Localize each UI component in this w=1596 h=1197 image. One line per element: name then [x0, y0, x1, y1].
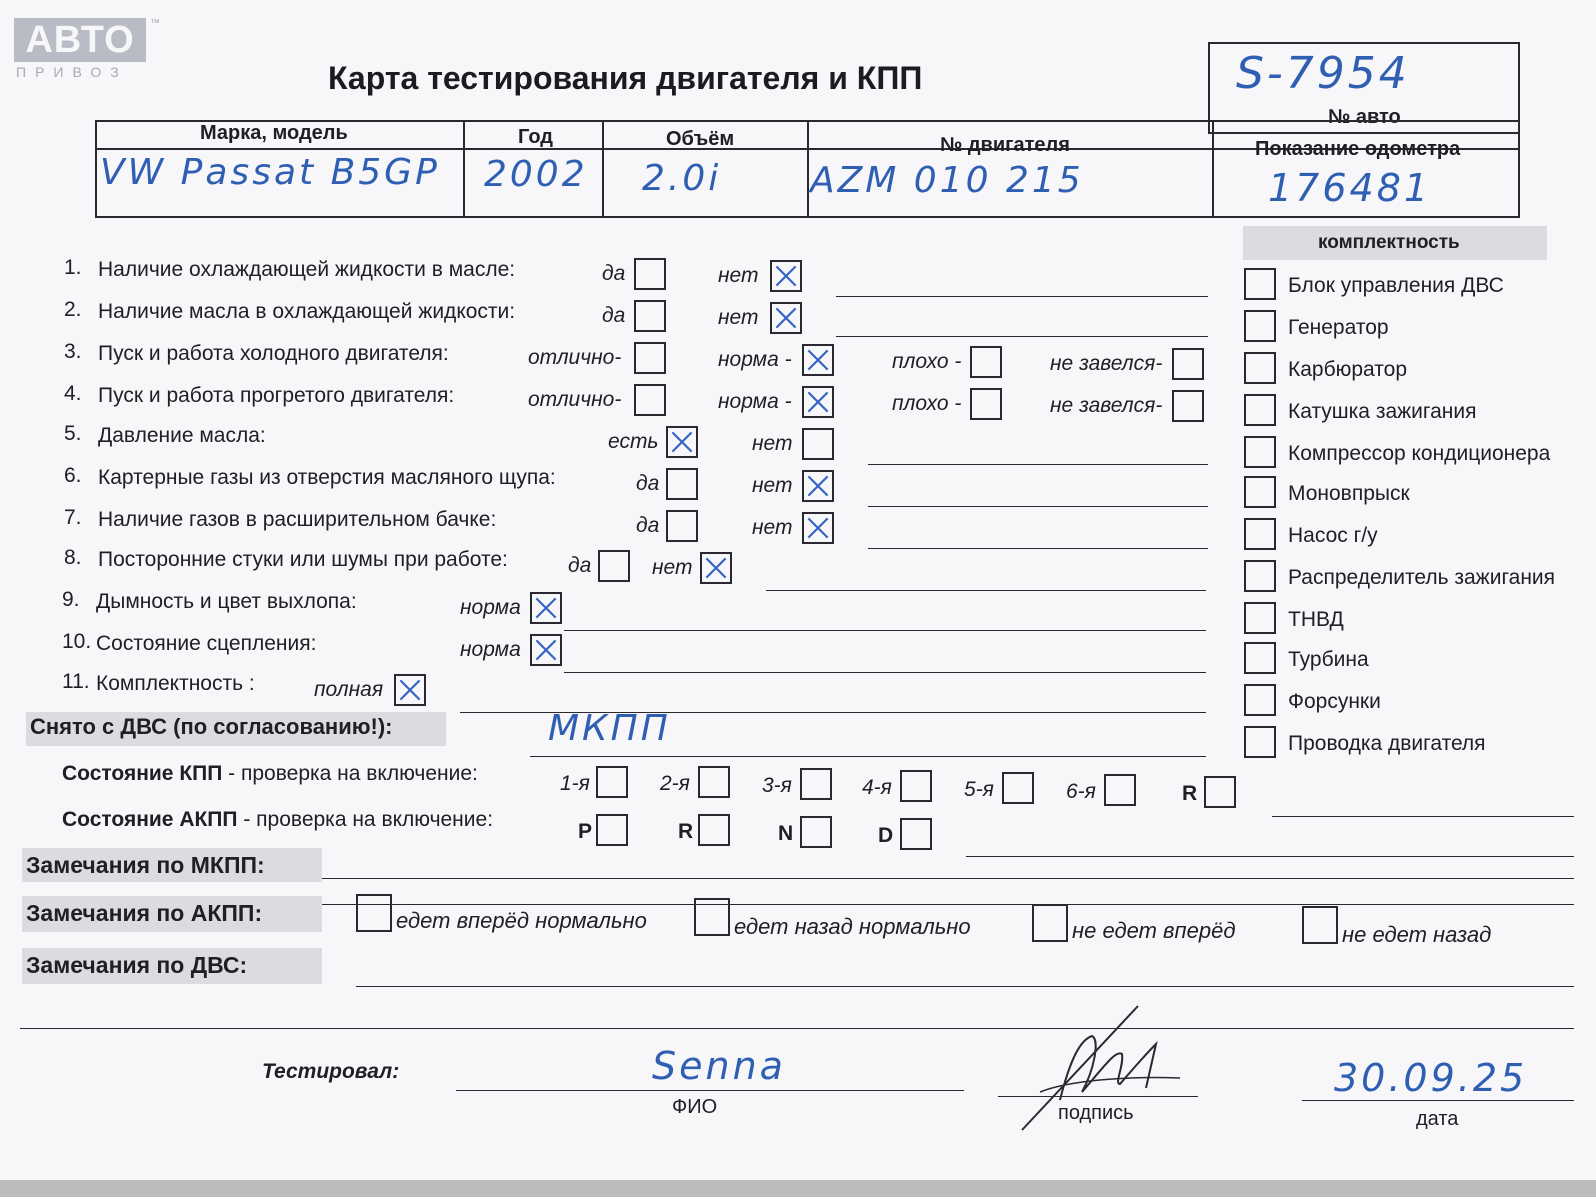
completeness-item-3-label: Карбюратор [1288, 358, 1408, 381]
check-11-num: 11. [62, 670, 90, 693]
akpp-reverse-ok-label: едет назад нормально [734, 914, 971, 939]
mode-d-checkbox[interactable] [900, 818, 932, 850]
completeness-item-9-checkbox[interactable] [1244, 602, 1276, 634]
check-10-normal-checkbox[interactable] [530, 634, 562, 666]
check-4-normal-checkbox[interactable] [802, 386, 834, 418]
check-8-note-line [766, 590, 1206, 591]
mode-p-checkbox[interactable] [596, 814, 628, 846]
removed-value: МКПП [548, 708, 671, 749]
completeness-item-2-label: Генератор [1288, 316, 1389, 339]
date-value: 30.09.25 [1334, 1056, 1528, 1100]
check-10-label: Состояние сцепления: [96, 632, 317, 655]
check-3-opt-failed: не завелся- [1050, 352, 1163, 375]
check-4-label: Пуск и работа прогретого двигателя: [98, 384, 455, 407]
mkpp-check-label [62, 762, 478, 786]
remarks-mkpp-line [322, 878, 1574, 879]
completeness-item-12-checkbox[interactable] [1244, 726, 1276, 758]
check-9-note-line [564, 630, 1206, 631]
fio-label: ФИО [672, 1096, 718, 1118]
completeness-item-3-checkbox[interactable] [1244, 352, 1276, 384]
check-10-note-line [564, 672, 1206, 673]
logo-main: АВТО [14, 18, 146, 62]
logo-tm: ™ [150, 18, 160, 29]
odometer-label: Показание одометра [1255, 138, 1461, 160]
check-8-opt-no: нет [652, 556, 693, 579]
mode-p-label: P [578, 820, 593, 843]
check-7-note-line [868, 548, 1208, 549]
mode-d-label: D [878, 824, 894, 847]
check-2-yes-checkbox[interactable] [634, 300, 666, 332]
check-11-opt-full: полная [314, 678, 384, 701]
check-1-note-line [836, 296, 1208, 297]
check-4-bad-checkbox[interactable] [970, 388, 1002, 420]
akpp-no-forward-label: не едет вперёд [1072, 918, 1236, 943]
akpp-no-reverse-label: не едет назад [1342, 922, 1492, 947]
check-6-opt-yes: да [636, 472, 660, 495]
date-line [1302, 1100, 1574, 1101]
check-5-num: 5. [64, 422, 82, 445]
akpp-check-line [966, 856, 1574, 857]
akpp-forward-ok-checkbox[interactable] [356, 894, 392, 932]
gear-r-label: R [1182, 782, 1198, 805]
volume-value: 2.0i [642, 158, 722, 199]
gear-6-checkbox[interactable] [1104, 774, 1136, 806]
completeness-item-4-label: Катушка зажигания [1288, 400, 1477, 423]
akpp-reverse-ok-checkbox[interactable] [694, 898, 730, 936]
gear-2-checkbox[interactable] [698, 766, 730, 798]
check-4-excellent-checkbox[interactable] [634, 384, 666, 416]
year-label: Год [518, 126, 553, 148]
check-5-label: Давление масла: [98, 424, 266, 447]
check-2-note-line [836, 336, 1208, 337]
volume-label: Объём [666, 128, 735, 150]
check-1-opt-no: нет [718, 264, 759, 287]
check-6-num: 6. [64, 464, 82, 487]
removed-label: Снято с ДВС (по согласованию!): [30, 714, 393, 739]
year-value: 2002 [484, 154, 588, 195]
check-8-num: 8. [64, 546, 82, 569]
engine-value: AZM 010 215 [810, 160, 1084, 201]
completeness-item-5-checkbox[interactable] [1244, 436, 1276, 468]
gear-1-checkbox[interactable] [596, 766, 628, 798]
mkpp-check-label-rest: - проверка на включение: [222, 762, 478, 785]
gear-2-label: 2-я [660, 772, 690, 795]
completeness-item-10-checkbox[interactable] [1244, 642, 1276, 674]
gear-3-checkbox[interactable] [800, 768, 832, 800]
check-6-no-checkbox[interactable] [802, 470, 834, 502]
check-3-bad-checkbox[interactable] [970, 346, 1002, 378]
check-6-label: Картерные газы из отверстия масляного щупа: [98, 466, 556, 489]
mode-r-label: R [678, 820, 694, 843]
check-7-opt-yes: да [636, 514, 660, 537]
check-5-note-line [868, 464, 1208, 465]
akpp-no-reverse-checkbox[interactable] [1302, 906, 1338, 944]
completeness-item-11-checkbox[interactable] [1244, 684, 1276, 716]
akpp-check-label [62, 808, 493, 832]
check-4-opt-bad: плохо - [892, 392, 962, 415]
completeness-item-8-checkbox[interactable] [1244, 560, 1276, 592]
completeness-item-10-label: Турбина [1288, 648, 1369, 671]
remarks-mkpp-label: Замечания по МКПП: [26, 852, 265, 878]
check-4-opt-failed: не завелся- [1050, 394, 1163, 417]
check-7-opt-no: нет [752, 516, 793, 539]
check-3-label: Пуск и работа холодного двигателя: [98, 342, 449, 365]
gear-3-label: 3-я [762, 774, 792, 797]
vehicle-number-label: № авто [1328, 106, 1401, 128]
mode-n-label: N [778, 822, 794, 845]
gear-1-label: 1-я [560, 772, 590, 795]
check-3-excellent-checkbox[interactable] [634, 342, 666, 374]
gear-6-label: 6-я [1066, 780, 1096, 803]
completeness-item-6-label: Моновпрыск [1288, 482, 1410, 505]
check-3-failed-checkbox[interactable] [1172, 348, 1204, 380]
remarks-dvs-line [356, 986, 1574, 987]
make-value: VW Passat B5GP [100, 152, 440, 193]
completeness-item-2-checkbox[interactable] [1244, 310, 1276, 342]
vehicle-number-value: S-7954 [1236, 48, 1410, 99]
check-8-yes-checkbox[interactable] [598, 550, 630, 582]
check-1-opt-yes: да [602, 262, 626, 285]
logo [14, 18, 160, 82]
tester-name-line [456, 1090, 964, 1091]
check-10-num: 10. [62, 630, 92, 653]
completeness-item-7-checkbox[interactable] [1244, 518, 1276, 550]
check-3-normal-checkbox[interactable] [802, 344, 834, 376]
check-7-no-checkbox[interactable] [802, 512, 834, 544]
check-3-opt-normal: норма - [718, 348, 792, 371]
check-7-label: Наличие газов в расширительном бачке: [98, 508, 497, 531]
removed-line [530, 756, 1206, 757]
tester-name: Senna [652, 1044, 786, 1088]
check-6-opt-no: нет [752, 474, 793, 497]
check-5-opt-yes: есть [608, 430, 659, 453]
remarks-akpp-label: Замечания по АКПП: [26, 900, 263, 926]
check-9-label: Дымность и цвет выхлопа: [96, 590, 357, 613]
completeness-item-7-label: Насос г/у [1288, 524, 1378, 547]
tested-label: Тестировал: [262, 1060, 400, 1083]
check-5-opt-no: нет [752, 432, 793, 455]
check-1-no-checkbox[interactable] [770, 260, 802, 292]
gear-4-checkbox[interactable] [900, 770, 932, 802]
check-3-opt-bad: плохо - [892, 350, 962, 373]
remarks-mkpp-line-2 [322, 904, 1574, 905]
check-1-label: Наличие охлаждающей жидкости в масле: [98, 258, 516, 281]
make-label: Марка, модель [200, 122, 348, 144]
gear-5-checkbox[interactable] [1002, 772, 1034, 804]
page-title: Карта тестирования двигателя и КПП [328, 60, 923, 96]
signature-label: подпись [1058, 1102, 1134, 1124]
check-10-opt-normal: норма [460, 638, 521, 661]
check-8-label: Посторонние стуки или шумы при работе: [98, 548, 508, 571]
check-8-opt-yes: да [568, 554, 592, 577]
odometer-value: 176481 [1268, 166, 1432, 210]
check-2-opt-no: нет [718, 306, 759, 329]
check-9-opt-normal: норма [460, 596, 521, 619]
check-4-opt-normal: норма - [718, 390, 792, 413]
akpp-forward-ok-label: едет вперёд нормально [396, 908, 647, 933]
check-1-num: 1. [64, 256, 82, 279]
mkpp-check-label-bold: Состояние КПП [62, 762, 223, 785]
check-7-num: 7. [64, 506, 82, 529]
signature-line [998, 1096, 1198, 1097]
engine-label: № двигателя [940, 134, 1070, 156]
gear-4-label: 4-я [862, 776, 892, 799]
completeness-item-4-checkbox[interactable] [1244, 394, 1276, 426]
akpp-check-label-bold: Состояние АКПП [62, 808, 238, 831]
check-6-note-line [868, 506, 1208, 507]
completeness-item-5-label: Компрессор кондиционера [1288, 442, 1551, 465]
check-7-yes-checkbox[interactable] [666, 510, 698, 542]
remarks-dvs-label: Замечания по ДВС: [26, 952, 248, 978]
akpp-no-forward-checkbox[interactable] [1032, 904, 1068, 942]
date-label: дата [1416, 1108, 1459, 1130]
completeness-item-1-label: Блок управления ДВС [1288, 274, 1504, 297]
check-2-num: 2. [64, 298, 82, 321]
completeness-item-9-label: ТНВД [1288, 608, 1344, 631]
mode-r-checkbox[interactable] [698, 814, 730, 846]
check-4-failed-checkbox[interactable] [1172, 390, 1204, 422]
check-9-num: 9. [62, 588, 80, 611]
check-8-no-checkbox[interactable] [700, 552, 732, 584]
check-1-yes-checkbox[interactable] [634, 258, 666, 290]
check-2-label: Наличие масла в охлаждающей жидкости: [98, 300, 516, 323]
check-2-no-checkbox[interactable] [770, 302, 802, 334]
completeness-item-11-label: Форсунки [1288, 690, 1381, 713]
gear-5-label: 5-я [964, 778, 994, 801]
mode-n-checkbox[interactable] [800, 816, 832, 848]
akpp-check-label-rest: - проверка на включение: [237, 808, 494, 831]
check-5-no-checkbox[interactable] [802, 428, 834, 460]
completeness-item-8-label: Распределитель зажигания [1288, 566, 1556, 589]
check-4-opt-excellent: отлично- [528, 388, 622, 411]
check-11-label: Комплектность : [96, 672, 255, 695]
check-6-yes-checkbox[interactable] [666, 468, 698, 500]
check-4-num: 4. [64, 382, 82, 405]
check-5-yes-checkbox[interactable] [666, 426, 698, 458]
check-3-opt-excellent: отлично- [528, 346, 622, 369]
gear-r-checkbox[interactable] [1204, 776, 1236, 808]
mkpp-check-line [1272, 816, 1574, 817]
check-11-full-checkbox[interactable] [394, 674, 426, 706]
completeness-item-1-checkbox[interactable] [1244, 268, 1276, 300]
remarks-dvs-line-2 [20, 1028, 1574, 1029]
completeness-title: комплектность [1318, 232, 1460, 253]
check-9-normal-checkbox[interactable] [530, 592, 562, 624]
check-2-opt-yes: да [602, 304, 626, 327]
completeness-item-12-label: Проводка двигателя [1288, 732, 1486, 755]
logo-sub: ПРИВОЗ [16, 64, 128, 80]
completeness-item-6-checkbox[interactable] [1244, 476, 1276, 508]
check-3-num: 3. [64, 340, 82, 363]
